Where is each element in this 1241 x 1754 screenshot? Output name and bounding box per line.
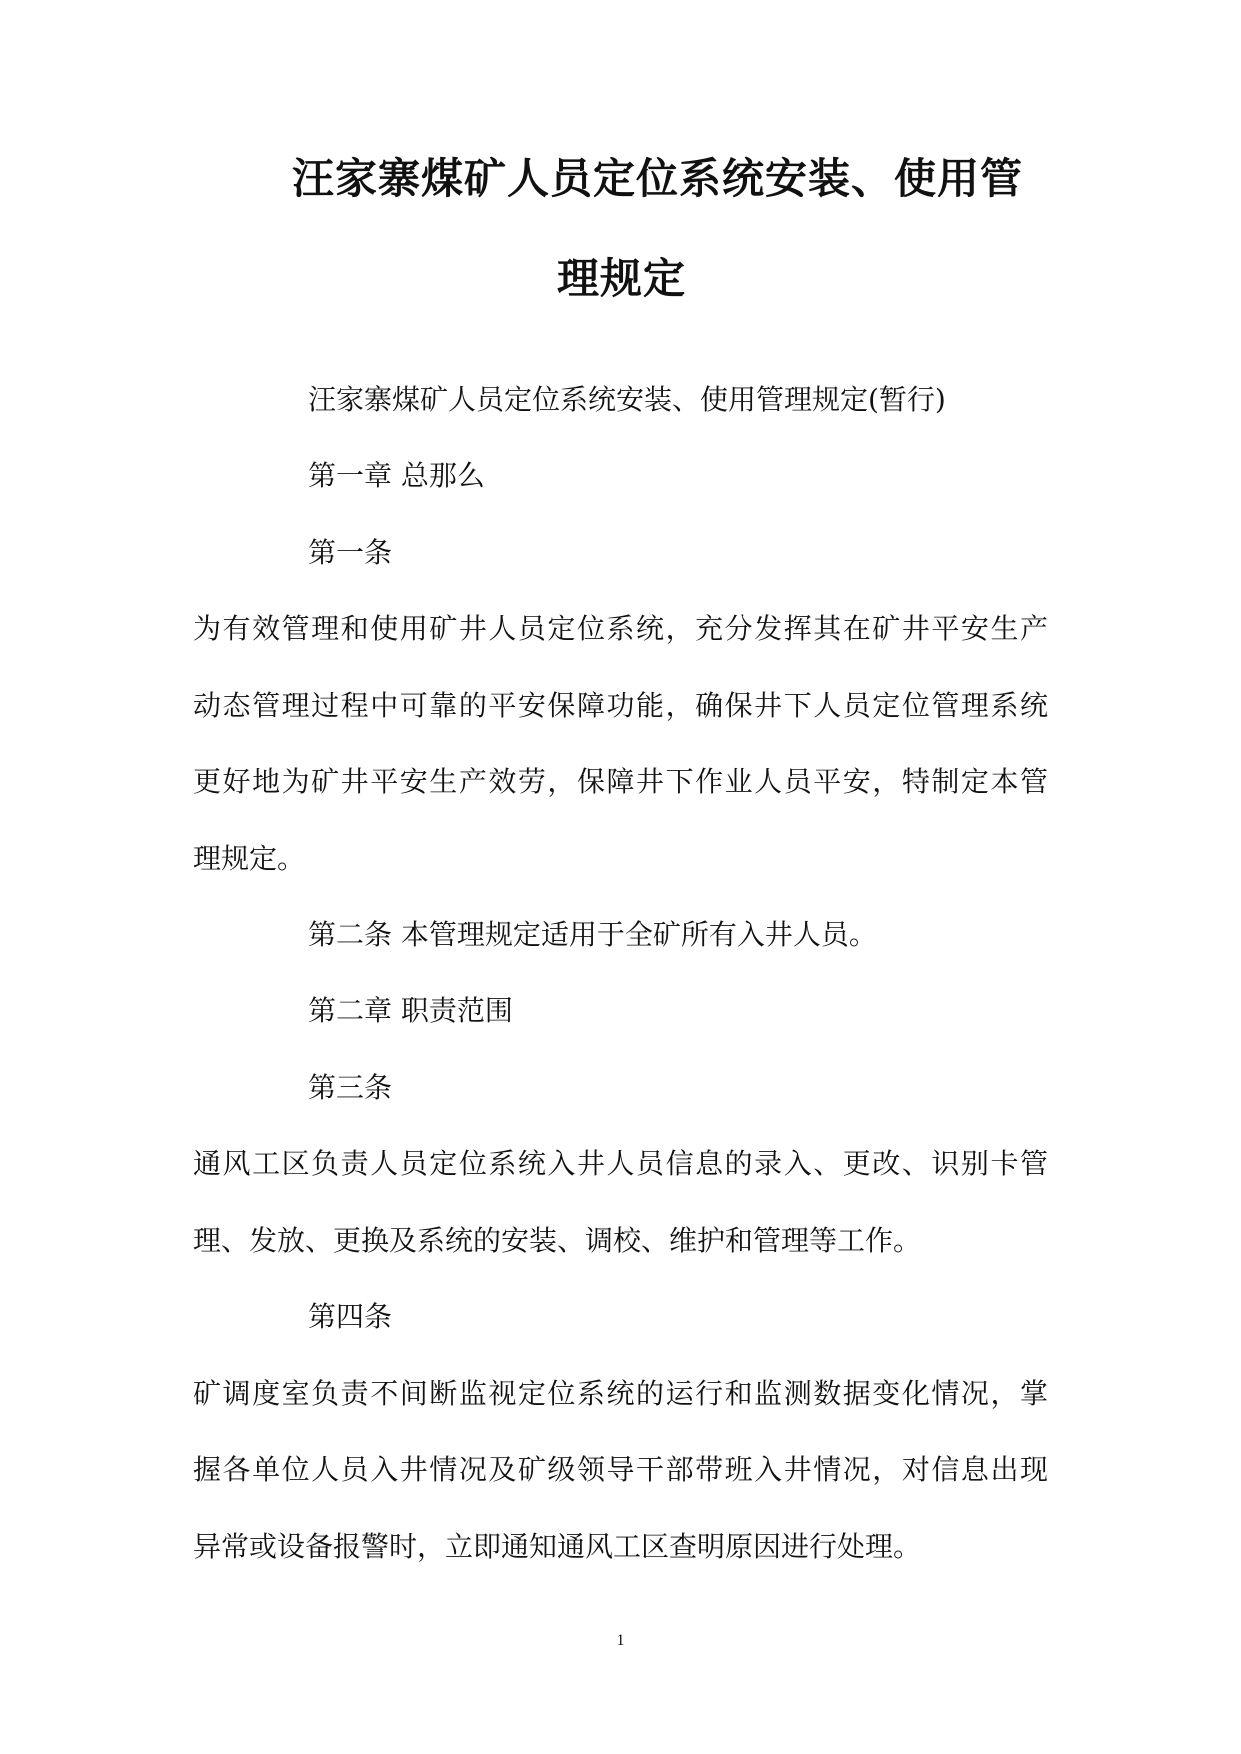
article-4-line-2: 握各单位人员入井情况及矿级领导干部带班入井情况，对信息出现: [193, 1453, 1048, 1486]
page-number: 1: [616, 1632, 625, 1649]
document-title-line-2: 理规定: [557, 254, 687, 303]
chapter-1-heading: 第一章 总那么: [308, 459, 485, 492]
article-1-line-3: 更好地为矿井平安生产效劳，保障井下作业人员平安，特制定本管: [193, 765, 1048, 798]
article-1-line-4: 理规定。: [193, 842, 306, 875]
article-4-line-3: 异常或设备报警时，立即通知通风工区查明原因进行处理。: [193, 1530, 922, 1563]
article-4-line-1: 矿调度室负责不间断监视定位系统的运行和监测数据变化情况，掌: [193, 1377, 1048, 1410]
article-1-line-1: 为有效管理和使用矿井人员定位系统，充分发挥其在矿井平安生产: [193, 612, 1048, 645]
article-2-text: 第二条 本管理规定适用于全矿所有入井人员。: [308, 918, 877, 951]
article-4-heading: 第四条: [308, 1300, 393, 1333]
document-subtitle: 汪家寨煤矿人员定位系统安装、使用管理规定(暂行): [308, 383, 946, 416]
article-3-line-2: 理、发放、更换及系统的安装、调校、维护和管理等工作。: [193, 1224, 922, 1257]
article-3-line-1: 通风工区负责人员定位系统入井人员信息的录入、更改、识别卡管: [193, 1147, 1048, 1180]
article-1-heading: 第一条: [308, 536, 393, 569]
article-3-heading: 第三条: [308, 1071, 393, 1104]
chapter-2-heading: 第二章 职责范围: [308, 994, 513, 1027]
article-1-line-2: 动态管理过程中可靠的平安保障功能，确保井下人员定位管理系统: [193, 689, 1048, 722]
document-title-line-1: 汪家寨煤矿人员定位系统安装、使用管: [292, 154, 1024, 203]
